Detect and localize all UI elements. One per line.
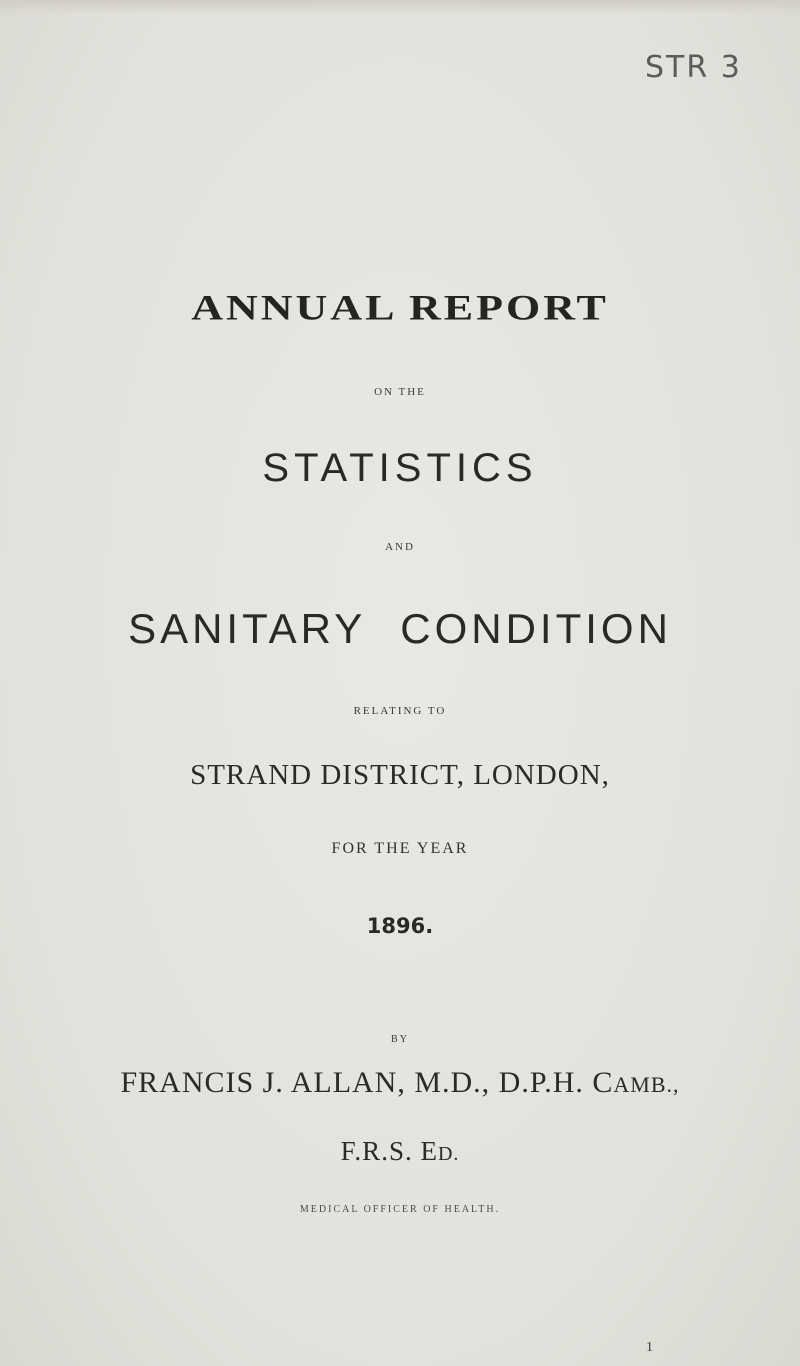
relating-to-label: RELATING TO — [353, 705, 447, 717]
handwritten-annotation: STR 3 — [645, 50, 742, 85]
on-the-label: ON THE — [374, 386, 426, 398]
sanitary-word: SANITARY — [128, 605, 367, 652]
report-title: ANNUAL REPORT — [191, 287, 609, 328]
sanitary-condition-heading — [0, 605, 800, 653]
author-name-main: FRANCIS J. ALLAN, M.D., D.P.H. C — [120, 1066, 614, 1099]
fellowship-smallcaps: D. — [437, 1143, 460, 1165]
author-fellowship — [0, 1136, 800, 1167]
author-name — [0, 1066, 800, 1100]
author-name-smallcaps: AMB., — [613, 1072, 680, 1097]
page-edge-shadow — [0, 0, 800, 14]
page-number: 1 — [646, 1340, 653, 1355]
and-label: AND — [385, 541, 415, 553]
fellowship-main: F.R.S. E — [340, 1136, 438, 1166]
author-role: MEDICAL OFFICER OF HEALTH. — [299, 1204, 501, 1215]
for-the-year-label: FOR THE YEAR — [331, 840, 469, 857]
by-label: BY — [391, 1034, 409, 1045]
district-heading: STRAND DISTRICT, LONDON, — [190, 759, 610, 791]
report-year: 1896. — [366, 914, 434, 938]
statistics-heading: STATISTICS — [262, 446, 538, 490]
condition-word: CONDITION — [400, 605, 672, 652]
